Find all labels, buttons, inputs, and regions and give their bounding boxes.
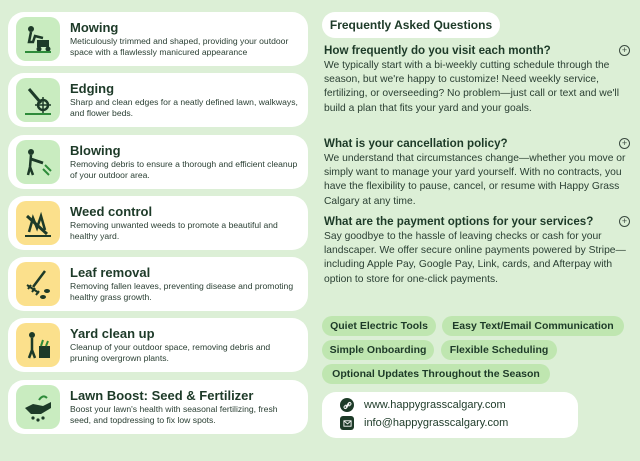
service-description: Sharp and clean edges for a neatly defined lawn, walkways, and flower beds.: [70, 97, 298, 119]
service-card-weed-control: [8, 196, 308, 250]
service-card-leaf-removal: [8, 257, 308, 311]
service-card-edging: [8, 73, 308, 127]
faq-question[interactable]: How frequently do you visit each month?: [324, 44, 551, 57]
expand-plus-icon[interactable]: +: [619, 216, 630, 227]
email-row[interactable]: [340, 416, 508, 430]
mower-icon: [16, 17, 60, 61]
link-icon: [340, 398, 354, 412]
website-link[interactable]: www.happygrasscalgary.com: [364, 399, 506, 411]
rake-icon: [16, 262, 60, 306]
service-title: Blowing: [70, 142, 121, 158]
faq-question[interactable]: What are the payment options for your services?: [324, 215, 594, 228]
yard-cleanup-icon: [16, 323, 60, 367]
weed-icon: [16, 201, 60, 245]
service-description: Removing debris to ensure a thorough and efficient cleanup of your outdoor area.: [70, 158, 298, 180]
faq-item-cancellation[interactable]: [324, 136, 636, 209]
service-description: Cleanup of your outdoor space, removing debris and pruning overgrown plants.: [70, 342, 271, 364]
edger-icon: [16, 78, 60, 122]
service-title: Weed control: [70, 203, 153, 219]
service-description: Meticulously trimmed and shaped, providing your outdoor space with a flawlessly manicured appearance: [70, 36, 289, 57]
feature-tag: Optional Updates Throughout the Season: [322, 364, 550, 384]
feature-tag: Flexible Scheduling: [441, 340, 557, 360]
expand-plus-icon[interactable]: +: [619, 45, 630, 56]
faq-heading: Frequently Asked Questions: [322, 12, 500, 38]
expand-plus-icon[interactable]: +: [619, 138, 630, 149]
service-card-blowing: [8, 135, 308, 189]
service-title: Leaf removal: [70, 265, 151, 281]
feature-tag: Quiet Electric Tools: [322, 316, 436, 336]
faq-answer: We typically start with a bi-weekly cutting schedule through the season, but we're happy to customize! Need weekly service, fertilizing, or overseeding? No problem—just call or text and we'll build a plan that fits your yard and your goals.: [324, 60, 619, 114]
service-card-yard-clean-up: [8, 318, 308, 372]
service-title: Edging: [70, 81, 115, 97]
contact-card: [322, 392, 578, 438]
faq-item-frequency[interactable]: [324, 43, 636, 116]
service-description: Removing unwanted weeds to promote a beautiful and healthy yard.: [70, 219, 278, 241]
faq-question[interactable]: What is your cancellation policy?: [324, 137, 508, 150]
service-card-lawn-boost: [8, 380, 308, 434]
faq-answer: We understand that circumstances change—whether you move or simply want to manage your yard yourself. With no contracts, you have the flexibility to pause, cancel, or resume with Happy Grass Calgary at any time.: [324, 153, 626, 207]
email-icon: [340, 416, 354, 430]
email-link[interactable]: info@happygrasscalgary.com: [364, 417, 509, 429]
faq-item-payment[interactable]: [324, 214, 636, 287]
leaf-blower-icon: [16, 140, 60, 184]
website-row[interactable]: [340, 398, 506, 412]
service-description: Removing fallen leaves, preventing disease and promoting healthy grass growth.: [70, 281, 294, 303]
service-title: Yard clean up: [70, 326, 155, 342]
feature-tag: Simple Onboarding: [322, 340, 434, 360]
feature-tag: Easy Text/Email Communication: [442, 316, 624, 336]
service-card-mowing: [8, 12, 308, 66]
service-title: Mowing: [70, 20, 119, 35]
faq-answer: Say goodbye to the hassle of leaving checks or cash for your landscaper. We offer secure online payments powered by Stripe— including Apple Pay, Google Pay, Link, cards, and Afterpay with option to store for one-click payments.: [324, 231, 626, 285]
service-description: Boost your lawn's health with seasonal fertilizing, fresh seed, and topdressing to fix low spots.: [70, 403, 278, 425]
service-title: Lawn Boost: Seed & Fertilizer: [70, 387, 254, 403]
seed-hand-icon: [16, 385, 60, 429]
services-list: [8, 12, 308, 441]
